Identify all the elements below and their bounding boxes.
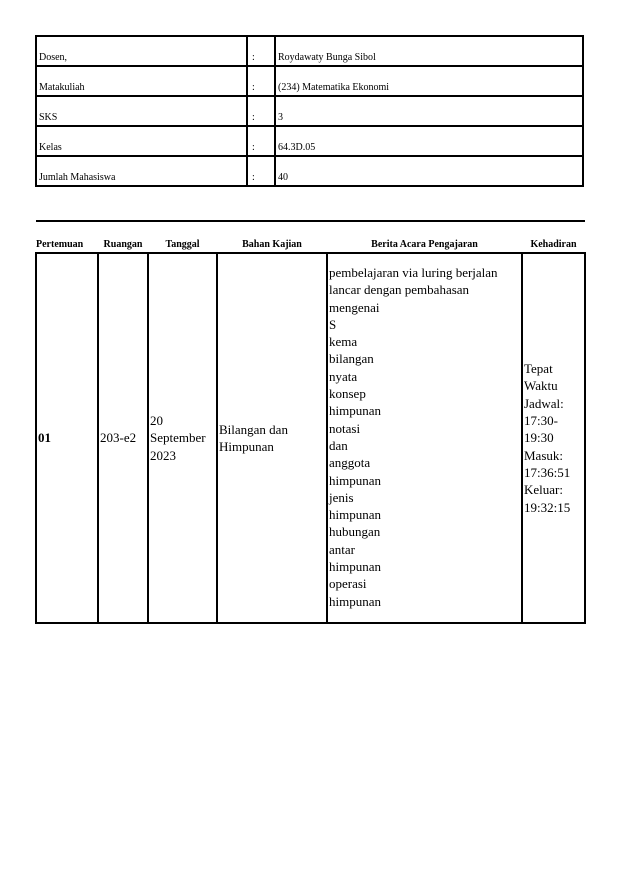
cell-line: bilangan [329,351,374,367]
info-label: Kelas [36,126,247,156]
cell-line: himpunan [329,472,381,488]
cell-line: 20 [150,413,163,429]
cell-line: kema [329,334,358,350]
cell-line: jenis [329,489,354,505]
cell-line: mengenai [329,299,380,315]
info-separator: : [247,96,275,126]
info-separator: : [247,156,275,186]
info-value: 64.3D.05 [275,126,583,156]
cell-berita-acara [327,253,522,623]
info-label: Matakuliah [36,66,247,96]
cell-line: antar [329,541,355,557]
header-kehadiran: Kehadiran [522,221,585,253]
cell-line: notasi [329,420,361,436]
info-value: (234) Matematika Ekonomi [275,66,583,96]
cell-line: Keluar: [524,482,563,498]
table-row [36,253,585,623]
table-header-row [36,221,585,253]
cell-pertemuan: 01 [36,253,98,623]
teaching-report-table [35,220,586,624]
info-row-sks [36,96,583,126]
cell-line: 2023 [150,447,176,463]
cell-line: 17:30- [524,413,558,429]
cell-line: nyata [329,368,358,384]
info-row-dosen [36,36,583,66]
cell-line: pembelajaran via luring berjalan [329,265,498,280]
cell-line: hubungan [329,524,381,540]
cell-line: 19:32:15 [524,499,571,515]
cell-line: anggota [329,455,371,471]
info-separator: : [247,66,275,96]
cell-tanggal [148,253,217,623]
cell-line: himpunan [329,507,381,523]
info-separator: : [247,36,275,66]
cell-line: S [329,316,337,332]
cell-bahan-kajian [217,253,327,623]
cell-line: himpunan [329,593,381,609]
cell-line: dan [329,437,348,453]
cell-line: 17:36:51 [524,464,571,480]
cell-line: September [150,430,206,446]
cell-line: Waktu [524,378,558,394]
info-value: Roydawaty Bunga Sibol [278,52,376,63]
info-separator: : [247,126,275,156]
cell-line: konsep [329,386,366,402]
cell-line: Jadwal: [524,395,564,411]
info-label: Dosen, [36,36,247,66]
cell-ruangan: 203-e2 [98,253,148,623]
info-row-matakuliah [36,66,583,96]
cell-line: 19:30 [524,430,554,446]
cell-line: Masuk: [524,447,563,463]
cell-line: himpunan [329,559,381,575]
course-info-table [35,35,584,187]
header-pertemuan: Pertemuan [36,221,98,253]
info-label: SKS [36,96,247,126]
cell-line: Himpunan [219,439,274,454]
header-berita-acara: Berita Acara Pengajaran [327,221,522,253]
cell-line: Tepat [524,361,553,377]
cell-line: lancar dengan pembahasan [329,282,470,298]
header-ruangan: Ruangan [98,221,148,253]
info-row-jumlah-mahasiswa [36,156,583,186]
info-value: 40 [275,156,583,186]
cell-line: himpunan [329,403,381,419]
cell-line: operasi [329,576,367,592]
header-bahan-kajian: Bahan Kajian [217,221,327,253]
header-tanggal: Tanggal [148,221,217,253]
info-label: Jumlah Mahasiswa [36,156,247,186]
info-row-kelas [36,126,583,156]
info-value: 3 [275,96,583,126]
cell-kehadiran [522,253,585,623]
cell-line: Bilangan dan [219,421,288,437]
